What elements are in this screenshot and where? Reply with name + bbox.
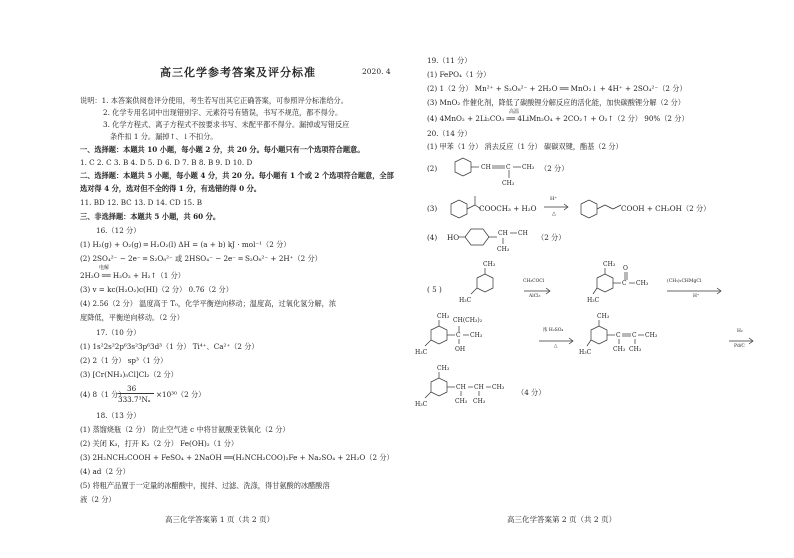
label-h3c: H₃C xyxy=(415,401,428,408)
label-ch3: CH₃ xyxy=(483,261,496,268)
q20-4-label: (4) xyxy=(427,233,438,242)
ring xyxy=(581,200,597,218)
q19-1: (1) FePO₄（1 分） xyxy=(427,70,491,79)
q20-3-mid: COOCH₃ + H₂O xyxy=(479,204,537,213)
q18-3: (3) 2H₂NCH₂COOH + FeSO₄ + 2NaOH ══(H₂NCH₂COO)₂Fe + Na₂SO₄ + 2H₂O（2 分） xyxy=(80,453,394,462)
label-c: C xyxy=(616,332,621,339)
page-title: 高三化学参考答案及评分标准 xyxy=(160,66,316,79)
label-ch3: CH₃ xyxy=(636,280,649,287)
label-ch3: CH₃ xyxy=(522,164,535,171)
label-ch3: CH₃ xyxy=(597,313,610,320)
q19-2: (2) 1（2 分） Mn²⁺ + S₂O₈²⁻ + 2H₂O ══ MnO₂↓ + 4H⁺ + 2SO₄²⁻（2 分） xyxy=(427,84,687,93)
reagent-3: 浓 H₂SO₄ xyxy=(543,328,564,333)
ring xyxy=(451,200,467,218)
note-2: 2. 化学专用名词中出现错别字、元素符号有错误，书写不规范，都不得分。 xyxy=(103,108,343,117)
final-product-structure xyxy=(415,362,525,412)
bond xyxy=(613,205,621,209)
bond xyxy=(467,205,475,209)
xylene-structure xyxy=(455,258,515,308)
section-3-heading: 三、非选择题：本题共 5 小题，共 60 分。 xyxy=(80,212,221,221)
page-footer: 高三化学答案第 2 页（共 2 页） xyxy=(507,515,617,524)
label-ch3: CH₃ xyxy=(492,384,505,391)
q20-5-score: （4 分） xyxy=(517,388,546,397)
note-4: 条件扣 1 分。漏掉↑、↓不扣分。 xyxy=(110,132,218,141)
label-ch3: CH₃ xyxy=(455,398,468,405)
q19-4: (4) 4MnO₂ + 2Li₂CO₃ ══ 4LiMn₂O₄ + 2CO₂↑ + O₂↑（2 分） 90%（2 分） xyxy=(427,114,689,123)
fraction-numerator: 36 xyxy=(127,384,137,393)
benzene-ring xyxy=(591,326,607,344)
q17-title: 17.（10 分） xyxy=(96,328,141,337)
q19-title: 19.（11 分） xyxy=(427,56,472,65)
label-h3c: H₃C xyxy=(415,349,428,356)
section-2-answers: 11. BD 12. BC 13. D 14. CD 15. B xyxy=(80,198,202,207)
q17-3: (3) [Cr(NH₃)₅Cl]Cl₂（2 分） xyxy=(80,370,178,379)
ketone-structure xyxy=(587,258,657,308)
label-c: C xyxy=(456,332,461,339)
date: 2020. 4 xyxy=(362,67,391,76)
reagent-4: H₂ xyxy=(737,329,743,334)
q16-2: (2) 2SO₄²⁻ − 2e⁻ ═ S₂O₈²⁻ 或 2HSO₄⁻ − 2e⁻ ═ S₂O₈²⁻ + 2H⁺（2 分） xyxy=(80,254,322,263)
bond xyxy=(597,205,605,209)
label-oh: OH xyxy=(455,346,466,353)
label-chch32: CH(CH₃)₂ xyxy=(453,317,483,324)
q20-1: (1) 甲苯（1 分） 消去反应（1 分） 碳碳双键，酯基（2 分） xyxy=(427,142,623,151)
label-ch3: CH₃ xyxy=(497,246,510,253)
q16-4: (4) 2.56（2 分） 温度高于 T₀，化学平衡逆向移动；温度高，过氧化氢分解，浓 xyxy=(80,299,337,308)
label-ch: CH xyxy=(456,384,466,391)
section-2-heading: 二、选择题：本题共 5 小题，每小题 4 分，共 20 分。每小题有 1 个或 2 个选项符合题意，全部 xyxy=(80,171,394,180)
label-ch: CH xyxy=(498,230,508,237)
q18-4: (4) ad（2 分） xyxy=(80,467,130,476)
label-c: C xyxy=(622,280,627,287)
note-1: 说明：1. 本答案供阅卷评分使用，考生若写出其它正确答案，可参照评分标准给分。 xyxy=(80,96,348,105)
section-1-heading: 一、选择题：本题共 10 小题，每小题 2 分，共 20 分。每小题只有一个选项符合题意。 xyxy=(80,145,365,154)
note-3: 3. 化学方程式、离子方程式不按要求书写、未配平都不得分。漏掉或写错反应 xyxy=(103,120,350,129)
q16-1: (1) H₂(g) + O₂(g) ═ H₂O₂(l) ΔH = (a + b) kJ · mol⁻¹（2 分） xyxy=(80,240,291,249)
benzene-ring xyxy=(597,274,613,292)
q20-3-product: COOH + CH₃OH（2 分） xyxy=(621,204,711,213)
electrolysis-condition: 电解 xyxy=(99,265,110,271)
q19-condition: 高温 xyxy=(509,109,520,115)
q20-title: 20.（14 分） xyxy=(427,129,472,138)
q18-title: 18.（13 分） xyxy=(96,411,141,420)
page-footer: 高三化学答案第 1 页（共 2 页） xyxy=(165,515,275,524)
label-ch: CH xyxy=(481,164,491,171)
reagent-2: (CH₃)₂CHMgCl xyxy=(667,279,702,284)
label-ch3: CH₃ xyxy=(629,346,642,353)
label-ch3: CH₃ xyxy=(603,261,616,268)
q19-3: (3) MnO₂ 作催化剂，降低了碳酸锂分解反应的活化能，加快碳酸锂分解（2 分） xyxy=(427,98,685,107)
label-ch3: CH₃ xyxy=(437,313,450,320)
label-ch: CH xyxy=(474,384,484,391)
alcohol-structure xyxy=(415,310,525,360)
q16-title: 16.（12 分） xyxy=(96,226,141,235)
label-ch: CH xyxy=(518,230,528,237)
label-ch3: CH₃ xyxy=(437,365,450,372)
q17-1: (1) 1s²2s²2p⁶3s²3p⁶3d³（1 分） Ti⁴⁺、Ca²⁺（2 分） xyxy=(80,342,259,351)
q20-2-label: (2) xyxy=(427,164,438,173)
q17-2: (2) 2（1 分） sp³（1 分） xyxy=(80,356,168,365)
section-2-heading-cont: 选对得 4 分，选对但不全的得 1 分，有选错的得 0 分。 xyxy=(80,184,261,193)
label-h3c: H₃C xyxy=(579,349,592,356)
reaction-arrow-icon xyxy=(542,200,572,214)
label-ch3-lower: CH₃ xyxy=(502,180,515,187)
q20-3-condition-2: △ xyxy=(552,211,556,217)
fraction-denominator: 333.7³Nₐ xyxy=(118,395,151,404)
reagent-1: CH₃COCl xyxy=(523,279,545,284)
reagent-1b: AlCl₃ xyxy=(529,294,541,299)
label-ch3: CH₃ xyxy=(473,398,486,405)
q16-2-eq: 2H₂O ══ H₂O₂ + H₂↑（1 分） xyxy=(80,271,185,280)
benzene-ring xyxy=(431,326,447,344)
reagent-3b: △ xyxy=(554,344,558,349)
q16-3: (3) v = kc(H₂O₂)c(HI)（2 分） 0.76（2 分） xyxy=(80,285,233,294)
label-o: O xyxy=(623,265,628,272)
q18-5: (5) 将粗产品置于一定量的冰醋酸中，搅拌、过滤、洗涤，得甘氨酸的冰醋酸溶 xyxy=(80,481,330,490)
label-h3c: H₃C xyxy=(459,297,472,304)
label-h3c: H₃C xyxy=(587,297,600,304)
benzene-ring xyxy=(431,378,447,396)
label-c: C xyxy=(632,332,637,339)
alkene-structure xyxy=(579,310,685,360)
q20-5-label: ( 5 ) xyxy=(427,285,442,294)
benzene-ring xyxy=(477,274,493,292)
q18-2: (2) 关闭 K₃，打开 K₂（2 分） Fe(OH)₂（1 分） xyxy=(80,439,239,448)
q20-4-structure xyxy=(457,222,537,258)
q18-1: (1) 蒸馏烧瓶（2 分） 防止空气进 c 中将甘氨酸亚铁氧化（2 分） xyxy=(80,425,290,434)
section-1-answers: 1. C 2. C 3. B 4. D 5. D 6. D 7. B 8. B 9. D 10. D xyxy=(80,158,253,167)
q20-3-condition: H⁺ xyxy=(550,196,557,202)
answer-page-2 xyxy=(397,0,794,558)
q16-4-cont: 度降低，平衡逆向移动。（2 分） xyxy=(80,313,184,322)
fraction-bar xyxy=(118,393,154,394)
label-c: C xyxy=(506,164,511,171)
reagent-4b: Pd/C xyxy=(734,344,745,349)
q17-4: (4) 8（1 分） xyxy=(80,390,126,399)
fraction-tail: ×10³⁰（2 分） xyxy=(156,390,206,399)
q18-5-cont: 液（2 分） xyxy=(80,495,116,504)
q20-4-score: （2 分） xyxy=(537,233,566,242)
q20-2-score: （2 分） xyxy=(540,164,569,173)
benzene-ring xyxy=(465,229,489,245)
label-ch3: CH₃ xyxy=(470,332,483,339)
q20-3-label: (3) xyxy=(427,204,438,213)
reagent-2b: H⁺ xyxy=(693,294,700,299)
bond xyxy=(605,205,613,209)
label-ch3: CH₃ xyxy=(645,332,658,339)
label-ch3: CH₃ xyxy=(613,346,626,353)
benzene-ring xyxy=(455,158,471,176)
q20-4-ho: HO xyxy=(447,233,460,242)
